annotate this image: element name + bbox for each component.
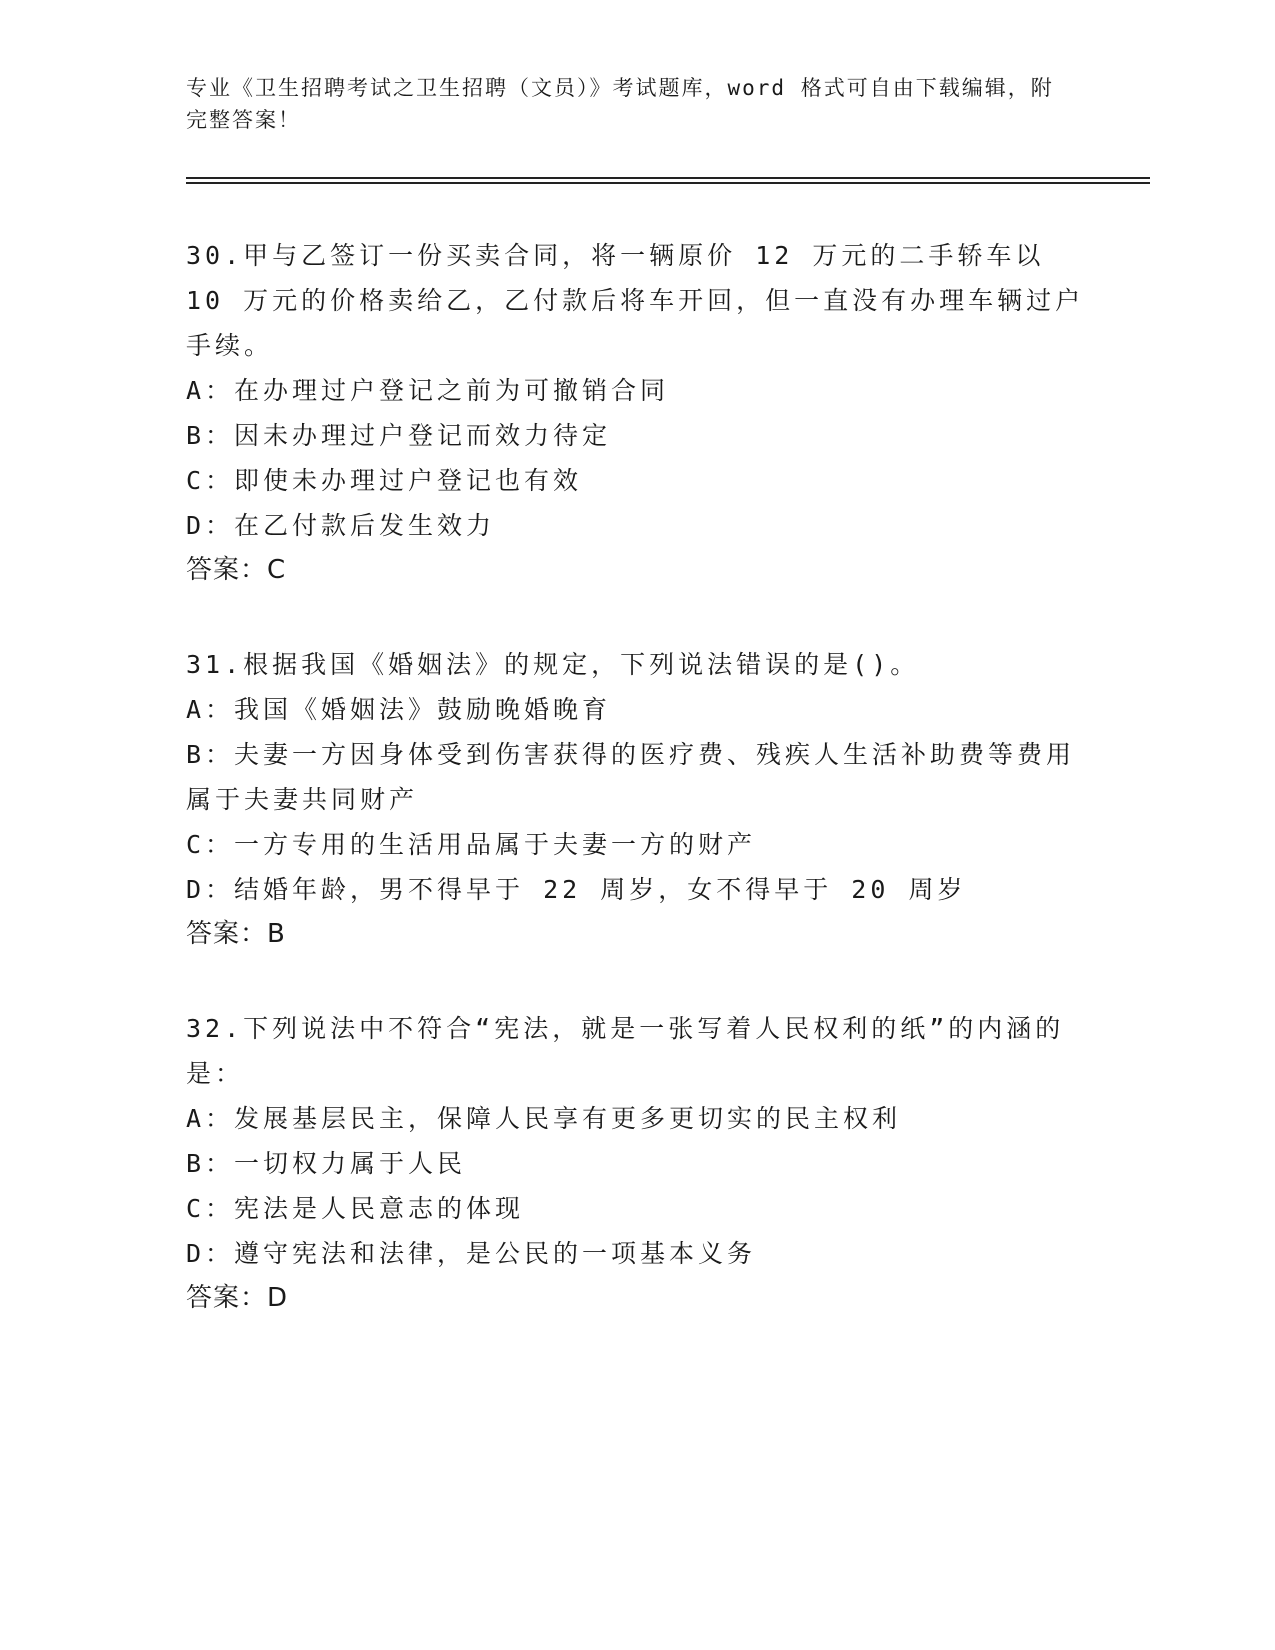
question-number: 30. <box>186 241 244 270</box>
option-b: B：因未办理过户登记而效力待定 <box>186 421 612 450</box>
option-b: B：一切权力属于人民 <box>186 1149 467 1178</box>
option-c: C：宪法是人民意志的体现 <box>186 1194 525 1223</box>
option-d: D：在乙付款后发生效力 <box>186 511 496 540</box>
option-a: A：在办理过户登记之前为可撤销合同 <box>186 376 670 405</box>
option-b: B：夫妻一方因身体受到伤害获得的医疗费、残疾人生活补助费等费用属于夫妻共同财产 <box>186 740 1076 814</box>
question-32 <box>186 1006 1086 1321</box>
question-text: 甲与乙签订一份买卖合同，将一辆原价 12 万元的二手轿车以 10 万元的价格卖给乙，乙付款后将车开回，但一直没有办理车辆过户手续。 <box>186 241 1085 360</box>
question-number: 31. <box>186 650 244 679</box>
header-text: 专业《卫生招聘考试之卫生招聘（文员）》考试题库，word 格式可自由下载编辑，附完整答案！ <box>186 76 1054 132</box>
option-a: A：发展基层民主，保障人民享有更多更切实的民主权利 <box>186 1104 902 1133</box>
option-a: A：我国《婚姻法》鼓励晚婚晚育 <box>186 695 612 724</box>
question-31 <box>186 642 1086 957</box>
answer: 答案：D <box>186 1283 289 1313</box>
header-divider-bottom <box>186 182 1150 184</box>
answer: 答案：C <box>186 555 287 585</box>
option-d: D：结婚年龄，男不得早于 22 周岁，女不得早于 20 周岁 <box>186 875 967 904</box>
answer: 答案：B <box>186 919 286 949</box>
question-stem <box>186 233 1086 368</box>
option-d: D：遵守宪法和法律，是公民的一项基本义务 <box>186 1239 757 1268</box>
option-c: C：即使未办理过户登记也有效 <box>186 466 583 495</box>
question-text: 根据我国《婚姻法》的规定，下列说法错误的是()。 <box>243 650 920 679</box>
question-30 <box>186 233 1086 593</box>
question-text: 下列说法中不符合“宪法，就是一张写着人民权利的纸”的内涵的是： <box>186 1014 1065 1088</box>
question-stem <box>186 642 1086 687</box>
option-c: C：一方专用的生活用品属于夫妻一方的财产 <box>186 830 757 859</box>
question-number: 32. <box>186 1014 244 1043</box>
page-header <box>186 72 1066 136</box>
question-stem <box>186 1006 1086 1096</box>
header-divider-top <box>186 177 1150 179</box>
